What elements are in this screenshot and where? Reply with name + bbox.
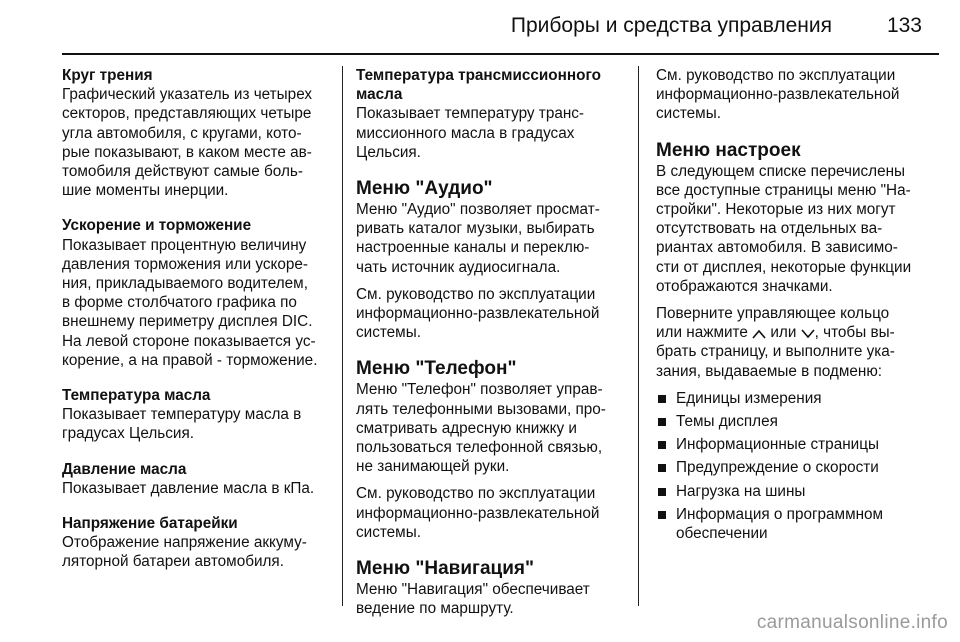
text-line: лять телефонными вызовами, про- — [356, 400, 606, 418]
list-item — [656, 505, 906, 543]
section-title-oil-pressure: Давление масла — [62, 460, 187, 478]
column-divider-1 — [342, 66, 343, 606]
list-item-text: Информация о программном обеспечении — [676, 505, 884, 543]
page-title: Приборы и средства управления — [510, 14, 832, 37]
heading-settings-menu: Меню настроек — [656, 139, 801, 161]
text-line: В следующем списке перечислены — [656, 162, 906, 180]
list-item-text: Нагрузка на шины — [676, 482, 806, 500]
text-line: отображаются значками. — [656, 277, 833, 295]
section-title-battery-voltage: Напряжение батарейки — [62, 515, 238, 533]
text-line: Меню "Телефон" позволяет управ- — [356, 381, 603, 399]
text-line: шие моменты инерции. — [62, 182, 229, 200]
text-line: Цельсия. — [356, 143, 421, 161]
text-line: ведение по маршруту. — [356, 600, 514, 618]
section-title-acceleration: Ускорение и торможение — [62, 217, 252, 235]
list-item — [656, 412, 944, 431]
text-line-with-icons — [656, 323, 944, 342]
text-line: не занимающей руки. — [356, 458, 510, 476]
page-header — [0, 0, 960, 54]
text-line: сматривать адресную книжку и — [356, 419, 577, 437]
text-line: ния, прикладываемого водителем, — [62, 275, 308, 293]
text-line: системы. — [356, 523, 421, 541]
text-line: все доступные страницы меню "На- — [656, 181, 911, 199]
text-line: Меню "Аудио" позволяет просмат- — [356, 201, 600, 219]
list-item-text: Информационные страницы — [676, 436, 879, 454]
text-line: Показывает температуру масла в — [62, 406, 302, 424]
text-line: информационно-развлекательной — [656, 86, 900, 104]
text-line: информационно-развлекательной — [356, 504, 600, 522]
list-item-text: Единицы измерения — [676, 389, 822, 407]
section-title-trans-oil-temp: Температура трансмиссионного — [356, 67, 601, 84]
text-line: корение, а на правой - торможение. — [62, 351, 318, 369]
text-line: угла автомобиля, с кругами, кото- — [62, 124, 302, 142]
page-number: 133 — [886, 14, 922, 37]
text-fragment: , чтобы вы- — [814, 324, 895, 342]
text-line: ривать каталог музыки, выбирать — [356, 220, 595, 238]
text-line: стройки". Некоторые из них могут — [656, 201, 896, 219]
text-line: Отображение напряжение аккуму- — [62, 534, 307, 552]
text-line: Меню "Навигация" обеспечивает — [356, 581, 590, 599]
text-line: системы. — [656, 105, 721, 123]
section-title-oil-temp: Температура масла — [62, 387, 211, 405]
section-title-friction-circle: Круг трения — [62, 67, 153, 84]
text-line: Поверните управляющее кольцо — [656, 305, 890, 323]
column-1 — [62, 66, 334, 572]
text-line: Показывает процентную величину — [62, 236, 307, 254]
text-line: системы. — [356, 324, 421, 342]
column-divider-2 — [638, 66, 639, 606]
text-line: давления торможения или ускоре- — [62, 255, 309, 273]
text-line: брать страницу, и выполните ука- — [656, 343, 895, 361]
list-item-text: Предупреждение о скорости — [676, 459, 879, 477]
text-fragment: или нажмите — [656, 324, 748, 342]
chevron-down-icon — [801, 329, 815, 339]
settings-pages-list — [656, 389, 944, 543]
text-line: риантах автомобиля. В зависимо- — [656, 239, 898, 257]
text-line: томобиля действуют самые боль- — [62, 163, 303, 181]
column-2 — [356, 66, 628, 618]
text-line: внешнему периметру дисплея DIC. — [62, 313, 313, 331]
heading-phone-menu: Меню "Телефон" — [356, 358, 517, 380]
list-item — [656, 458, 944, 477]
heading-navigation-menu: Меню "Навигация" — [356, 558, 534, 580]
text-line: Показывает температуру транс- — [356, 105, 585, 123]
text-fragment: или — [770, 324, 797, 342]
text-line: См. руководство по эксплуатации — [656, 67, 896, 84]
header-divider — [62, 53, 939, 55]
text-line: См. руководство по эксплуатации — [356, 485, 596, 503]
text-line: ляторной батареи автомобиля. — [62, 553, 284, 571]
chevron-up-icon — [752, 329, 766, 339]
text-line: отсутствовать на отдельных ва- — [656, 220, 883, 238]
list-item — [656, 482, 944, 501]
text-line: сти от дисплея, некоторые функции — [656, 258, 912, 276]
list-item-text: Темы дисплея — [676, 413, 778, 431]
list-item — [656, 389, 944, 408]
watermark: carmanualsonline.info — [756, 612, 948, 633]
column-3 — [656, 66, 944, 547]
text-line: настроенные каналы и переклю- — [356, 239, 590, 257]
text-line: миссионного масла в градусах — [356, 124, 575, 142]
text-line: Графический указатель из четырех — [62, 86, 313, 104]
text-line: пользоваться телефонной связью, — [356, 439, 603, 457]
section-title-trans-oil-temp-2: масла — [356, 86, 403, 104]
text-line: в форме столбчатого графика по — [62, 294, 297, 312]
text-line: См. руководство по эксплуатации — [356, 285, 596, 303]
text-line: градусах Цельсия. — [62, 425, 194, 443]
text-line: информационно-развлекательной — [356, 305, 600, 323]
text-line: зания, выдаваемые в подменю: — [656, 362, 883, 380]
text-line: секторов, представляющих четыре — [62, 105, 312, 123]
text-line: чать источник аудиосигнала. — [356, 258, 561, 276]
text-line: Показывает давление масла в кПа. — [62, 479, 315, 497]
text-line: На левой стороне показывается ус- — [62, 332, 316, 350]
text-line: рые показывают, в каком месте ав- — [62, 143, 312, 161]
list-item — [656, 435, 944, 454]
heading-audio-menu: Меню "Аудио" — [356, 178, 493, 200]
